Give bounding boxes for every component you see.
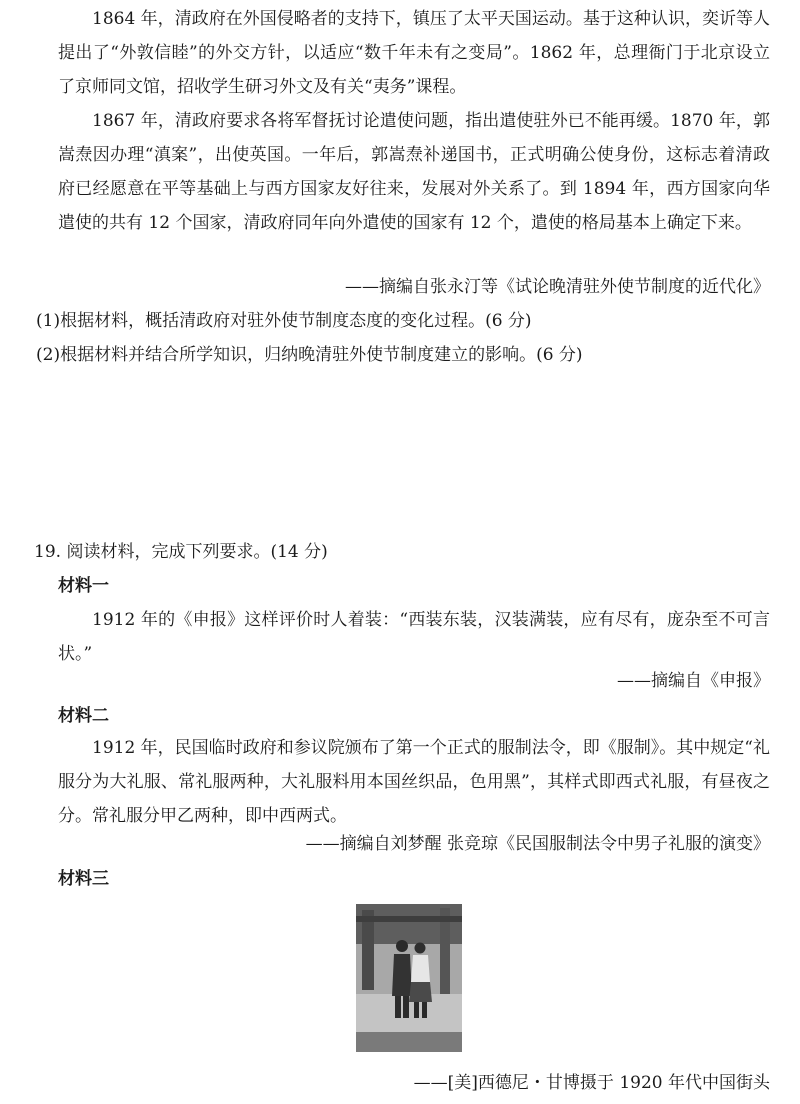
material-1-text: 1912 年的《申报》这样评价时人着装：“西装东装，汉装满装，应有尽有，庞杂至不可言状。” — [58, 610, 770, 664]
material-2-text: 1912 年，民国临时政府和参议院颁布了第一个正式的服制法令，即《服制》。其中规定“礼服分为大礼服、常礼服两种，大礼服料用本国丝织品，色用黑”，其样式即西式礼服，有昼夜之分。常礼服分甲乙两种，即中西两式。 — [58, 738, 770, 826]
passage-source: ——摘编自张永汀等《试论晚清驻外使节制度的近代化》 — [345, 277, 770, 297]
question-19-title: 19. 阅读材料，完成下列要求。(14 分) — [34, 542, 328, 562]
material-2-heading: 材料二 — [58, 706, 109, 726]
passage-paragraph-1: 1864 年，清政府在外国侵略者的支持下，镇压了太平天国运动。基于这种认识，奕䜣等人提出了“外敦信睦”的外交方针，以适应“数千年未有之变局”。1862 年，总理衙门于北京设立了京师同文馆，招收学生研习外文及有关“夷务”课程。 — [58, 9, 770, 97]
question-2: (2)根据材料并结合所学知识，归纳晚清驻外使节制度建立的影响。(6 分) — [36, 345, 583, 365]
street-photo-drawing — [356, 904, 462, 1052]
material-1-source: ——摘编自《申报》 — [617, 671, 770, 691]
question-1: (1)根据材料，概括清政府对驻外使节制度态度的变化过程。(6 分) — [36, 311, 532, 331]
material-3-heading: 材料三 — [58, 869, 109, 889]
street-photo — [356, 904, 462, 1052]
photo-caption: ——[美]西德尼・甘博摄于 1920 年代中国街头 — [413, 1073, 770, 1093]
material-1-heading: 材料一 — [58, 576, 109, 596]
material-2-source: ——摘编自刘梦醒 张竞琼《民国服制法令中男子礼服的演变》 — [305, 834, 770, 854]
passage-paragraph-2: 1867 年，清政府要求各将军督抚讨论遣使问题，指出遣使驻外已不能再缓。1870 年，郭嵩焘因办理“滇案”，出使英国。一年后，郭嵩焘补递国书，正式明确公使身份，这标志着清政府已经愿意在平等基础上与西方国家友好往来，发展对外关系了。到 1894 年，西方国家向华遣使的共有 12 个国家，清政府同年向外遣使的国家有 12 个，遣使的格局基本上确定下来。 — [58, 111, 770, 233]
